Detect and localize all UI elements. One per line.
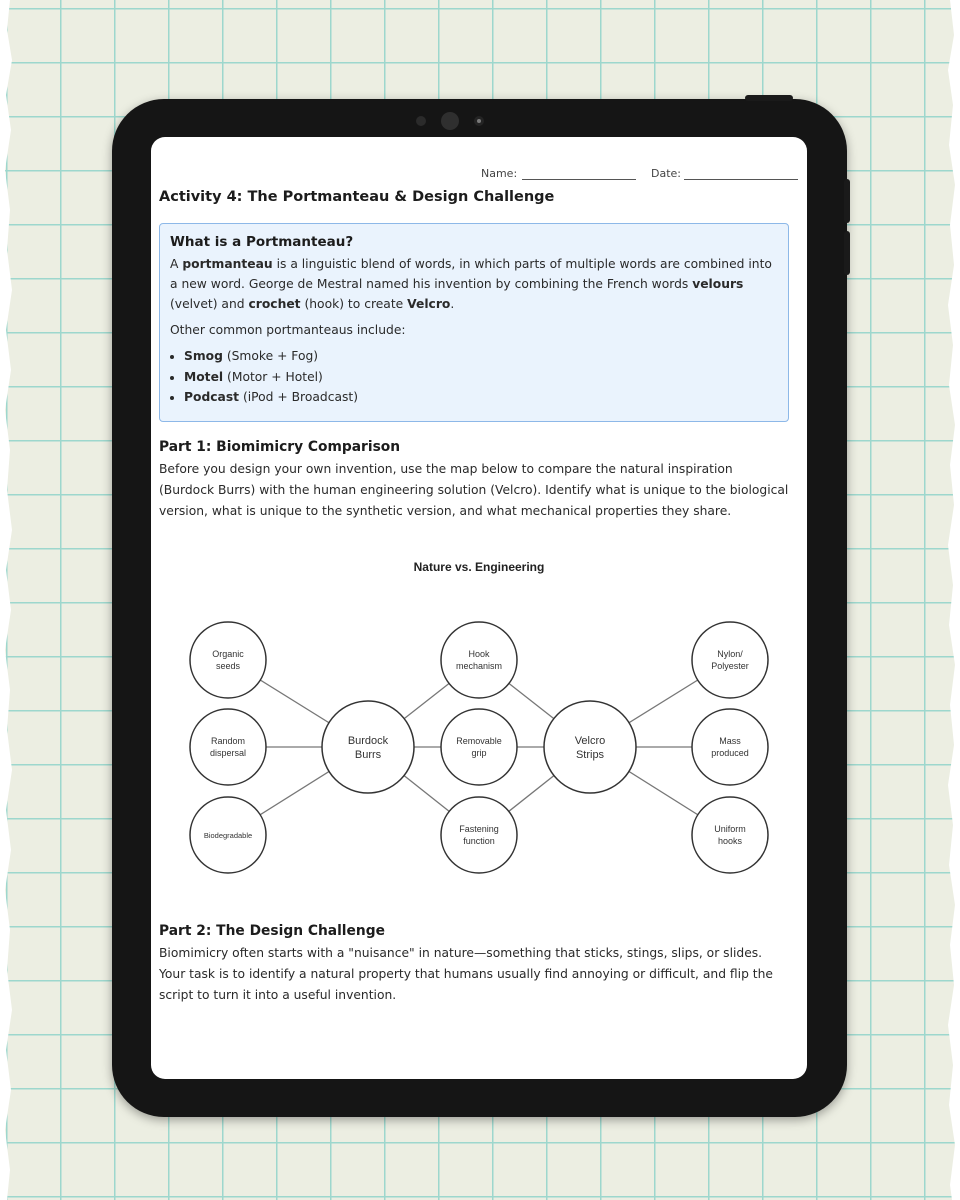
node-label: dispersal	[209, 748, 247, 758]
node-label: Nylon/	[717, 649, 743, 659]
list-item: • Podcast (iPod + Broadcast)	[184, 387, 778, 408]
node-label: Velcro	[574, 735, 606, 747]
node-label: Fastening	[459, 824, 499, 834]
front-camera	[441, 112, 459, 130]
node-right-2	[692, 797, 768, 873]
node-left-1	[190, 709, 266, 785]
node-label: Mass	[719, 736, 741, 746]
node-shared-0	[441, 622, 517, 698]
node-label: mechanism	[455, 661, 503, 671]
tablet-screen[interactable]	[151, 137, 807, 1079]
part2-body: Biomimicry often starts with a "nuisance" in nature—something that sticks, stings, slips, or slides. Your task is to identify a natural property that humans usually find annoying or difficult, and flip the script to turn it into a useful invention.	[159, 946, 773, 1002]
node-right-1	[692, 709, 768, 785]
tablet-top-button	[745, 95, 793, 101]
ambient-sensor	[474, 116, 484, 126]
node-label: Burdock	[347, 735, 389, 747]
torn-paper-edge-right	[946, 0, 960, 1200]
tablet-device	[112, 99, 847, 1117]
node-label: Random	[210, 736, 246, 746]
node-label: Polyester	[711, 661, 749, 671]
node-label: seeds	[215, 661, 241, 671]
portmanteau-info-box	[159, 223, 789, 422]
date-line[interactable]	[684, 179, 798, 180]
node-label: Uniform	[714, 824, 746, 834]
node-label: Burrs	[354, 749, 382, 761]
node-right-center	[544, 701, 636, 793]
info-box-title: What is a Portmanteau?	[170, 234, 354, 250]
activity-title: Activity 4: The Portmanteau & Design Challenge	[159, 189, 555, 205]
node-label: function	[463, 836, 495, 846]
node-left-center	[322, 701, 414, 793]
portmanteau-examples-list	[170, 346, 778, 408]
camera-bar	[412, 111, 492, 131]
list-item: • Motel (Motor + Hotel)	[184, 367, 778, 388]
tablet-volume-up-button	[844, 179, 850, 223]
tablet-volume-down-button	[844, 231, 850, 275]
node-left-0	[190, 622, 266, 698]
node-label: Removable	[456, 736, 502, 746]
part1-body: Before you design your own invention, use the map below to compare the natural inspiration (Burdock Burrs) with the human engineering solution (Velcro). Identify what is unique to the biological version, what is unique to the synthetic version, and what mechanical properties they share.	[159, 462, 789, 518]
name-label: Name:	[481, 167, 518, 180]
name-line[interactable]	[522, 179, 636, 180]
info-box-examples-intro: Other common portmanteaus include:	[170, 323, 406, 337]
diagram-title: Nature vs. Engineering	[413, 560, 545, 574]
info-box-definition: A portmanteau is a linguistic blend of words, in which parts of multiple words are combined into a new word. George de Mestral named his invention by combining the French words velours (velvet) and crochet (hook) to create Velcro.	[170, 257, 772, 311]
node-label: Biodegradable	[203, 831, 253, 840]
node-label: produced	[711, 748, 749, 758]
worksheet-header	[151, 167, 807, 183]
sensor-dot	[416, 116, 426, 126]
comparison-diagram	[151, 552, 807, 882]
node-shared-1	[441, 709, 517, 785]
node-label: grip	[471, 748, 487, 758]
torn-paper-edge-left	[0, 0, 14, 1200]
date-label: Date:	[651, 167, 681, 180]
list-item: • Smog (Smoke + Fog)	[184, 346, 778, 367]
node-label: Strips	[575, 749, 605, 761]
node-label: hooks	[717, 836, 743, 846]
node-label: Organic	[212, 649, 244, 659]
node-shared-2	[441, 797, 517, 873]
node-label: Hook	[468, 649, 490, 659]
node-right-0	[692, 622, 768, 698]
part2-title: Part 2: The Design Challenge	[159, 923, 385, 939]
part1-title: Part 1: Biomimicry Comparison	[159, 439, 401, 455]
